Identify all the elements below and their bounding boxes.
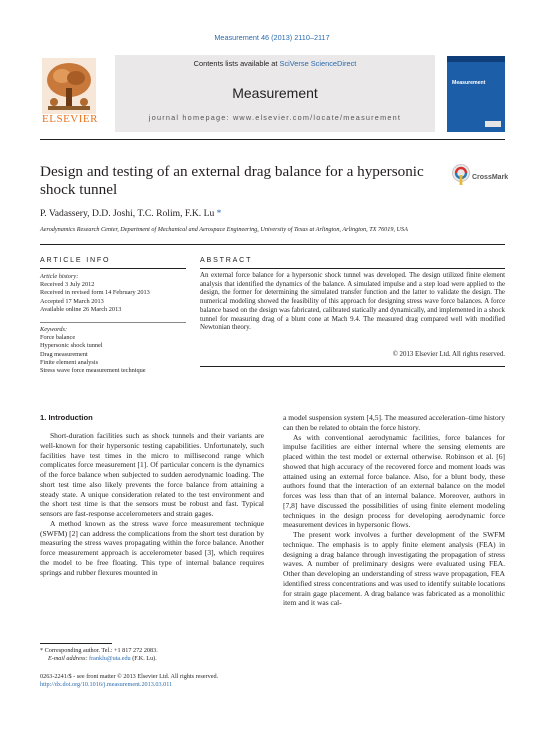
body-paragraph: As with conventional aerodynamic facilities, force balances for impulse facilities are either internal where the sensing elements are placed within the test model or external otherwise. Robinson et al. [6] showed that high accuracy of the recovered force and moment loads was attained using an external force balance. Also, for a blunt body, these authors found that the interaction of an external balance on the model forces was less than that of an internal balance. Moreover, authors in [7,8] have discussed the possibilities of using finite element modeling techniques in the design process for developing aerodynamic force measurement devices in hypersonic flows. [283, 432, 505, 530]
body-paragraph: Short-duration facilities such as shock tunnels and their variants are well-known for their hypersonic testing capabilities. Unfortunately, such facilities have test times in the micro to millisecond range which complicates force measurement [1]. Of particular concern is the dynamics of the force balance when subjected to sudden aerodynamic loading. The short test time also likely prevents the force balance from attaining a steady state. A unique consideration related to the test environment and the short test time is that the sensors must be robust and fast. Typical sensors are fast-response accelerometers and strain gages. [40, 431, 264, 518]
corresponding-author-text: * Corresponding author. Tel.: +1 817 272 2083. [40, 647, 158, 654]
section-heading-introduction: 1. Introduction [40, 413, 93, 422]
crossmark-icon[interactable] [452, 164, 470, 186]
journal-cover-title: Measurement [452, 80, 486, 86]
body-paragraph: The present work involves a further development of the SWFM technique. The emphasis is to apply finite element analysis (FEA) in designing a drag balance through investigating the propagation of stress waves. A number of preliminary designs were evaluated using FEA. Other than developing an understanding of stress wave propagation, FEA identified stress concentrations and was used to identify suitable locations for strain gage placement. A drag balance was fabricated as a monolithic item and it was cal- [283, 530, 505, 608]
article-info-divider [40, 268, 186, 269]
history-item: Received 3 July 2012 [40, 281, 95, 289]
body-column-right [283, 413, 505, 608]
email-link[interactable]: franklu@uta.edu [89, 655, 131, 662]
crossmark-label[interactable]: CrossMark [472, 174, 509, 181]
abstract-bottom-divider [200, 366, 505, 367]
elsevier-tree-icon [42, 58, 96, 114]
issn-info [40, 673, 340, 689]
keyword-item: Stress wave force measurement technique [40, 367, 146, 375]
abstract-text: An external force balance for a hypersonic shock tunnel was developed. The design utilized finite element analysis that identified the dynamics of the balance. A simulated impulse and a step load were applied to the design, the former for determining the simulated transfer function and the latter to validate the design. The numerical modeling showed the feasibility of this approach for designing stress wave force balances. A force balance based on the design was fabricated, calibrated statically and dynamically, and implemented in a shock tunnel for measuring drag of a blunt cone at Mach 9.4. The measured drag compared well with modified Newtonian theory. [200, 272, 505, 332]
affiliation-divider [40, 244, 505, 245]
journal-cover-logo [485, 121, 501, 127]
body-paragraph-continuation: a model suspension system [4,5]. The measured acceleration–time history can then be related to obtain the force history. [283, 413, 505, 432]
history-label: Article history: [40, 273, 79, 280]
authors-text: P. Vadassery, D.D. Joshi, T.C. Rolim, F.K. Lu [40, 208, 215, 219]
journal-citation[interactable]: Measurement 46 (2013) 2110–2117 [214, 33, 330, 42]
elsevier-logo: ELSEVIER [42, 113, 98, 125]
journal-homepage-link[interactable]: journal homepage: www.elsevier.com/locate/measurement [148, 113, 402, 122]
keywords-label: Keywords: [40, 326, 68, 333]
keywords-divider [40, 322, 186, 323]
history-item: Received in revised form 14 February 2013 [40, 289, 150, 297]
footnote-divider [40, 643, 112, 644]
body-paragraph: A method known as the stress wave force measurement technique (SWFM) [2] can address the complications from the short test duration by measuring the stress waves propagating within the force balance. Another force measurement approach is accelerometer based [3], which requires the model to be free floating. This type of internal balance requires springs and rubber flexures mounted in [40, 518, 264, 577]
keyword-item: Force balance [40, 334, 76, 342]
sciencedirect-link[interactable]: SciVerse ScienceDirect [279, 59, 357, 68]
paper-title: Design and testing of an external drag balance for a hypersonic shock tunnel [40, 163, 424, 198]
abstract-divider [200, 268, 505, 269]
author-list [40, 208, 221, 219]
journal-cover-stripe [447, 56, 505, 62]
email-suffix: (F.K. Lu). [130, 655, 157, 662]
doi-link[interactable]: http://dx.doi.org/10.1016/j.measurement.2013.03.011 [40, 681, 173, 688]
body-column-left [40, 431, 264, 577]
keyword-item: Finite element analysis [40, 358, 99, 366]
history-item: Accepted 17 March 2013 [40, 297, 104, 305]
history-item: Available online 26 March 2013 [40, 305, 122, 313]
author-affiliation: Aerodynamics Research Center, Department of Mechanical and Aerospace Engineering, University of Texas at Arlington, Arlington, TX 76019, USA [40, 226, 408, 233]
email-label: E-mail address: [48, 655, 90, 662]
contents-line [115, 59, 435, 68]
keyword-item: Drag measurement [40, 350, 88, 358]
corresponding-author-footnote [40, 647, 264, 663]
contents-prefix: Contents lists available at [193, 59, 280, 68]
abstract-heading: ABSTRACT [200, 256, 253, 264]
article-history [40, 273, 190, 314]
abstract-copyright: © 2013 Elsevier Ltd. All rights reserved. [392, 351, 505, 358]
header-divider [40, 139, 505, 140]
keywords [40, 326, 190, 375]
corresponding-author-mark[interactable]: * [216, 208, 222, 219]
keyword-item: Hypersonic shock tunnel [40, 342, 103, 350]
article-info-heading: ARTICLE INFO [40, 256, 111, 264]
journal-name: Measurement [232, 85, 318, 101]
issn-text: 0263-2241/$ - see front matter © 2013 Elsevier Ltd. All rights reserved. [40, 673, 219, 680]
